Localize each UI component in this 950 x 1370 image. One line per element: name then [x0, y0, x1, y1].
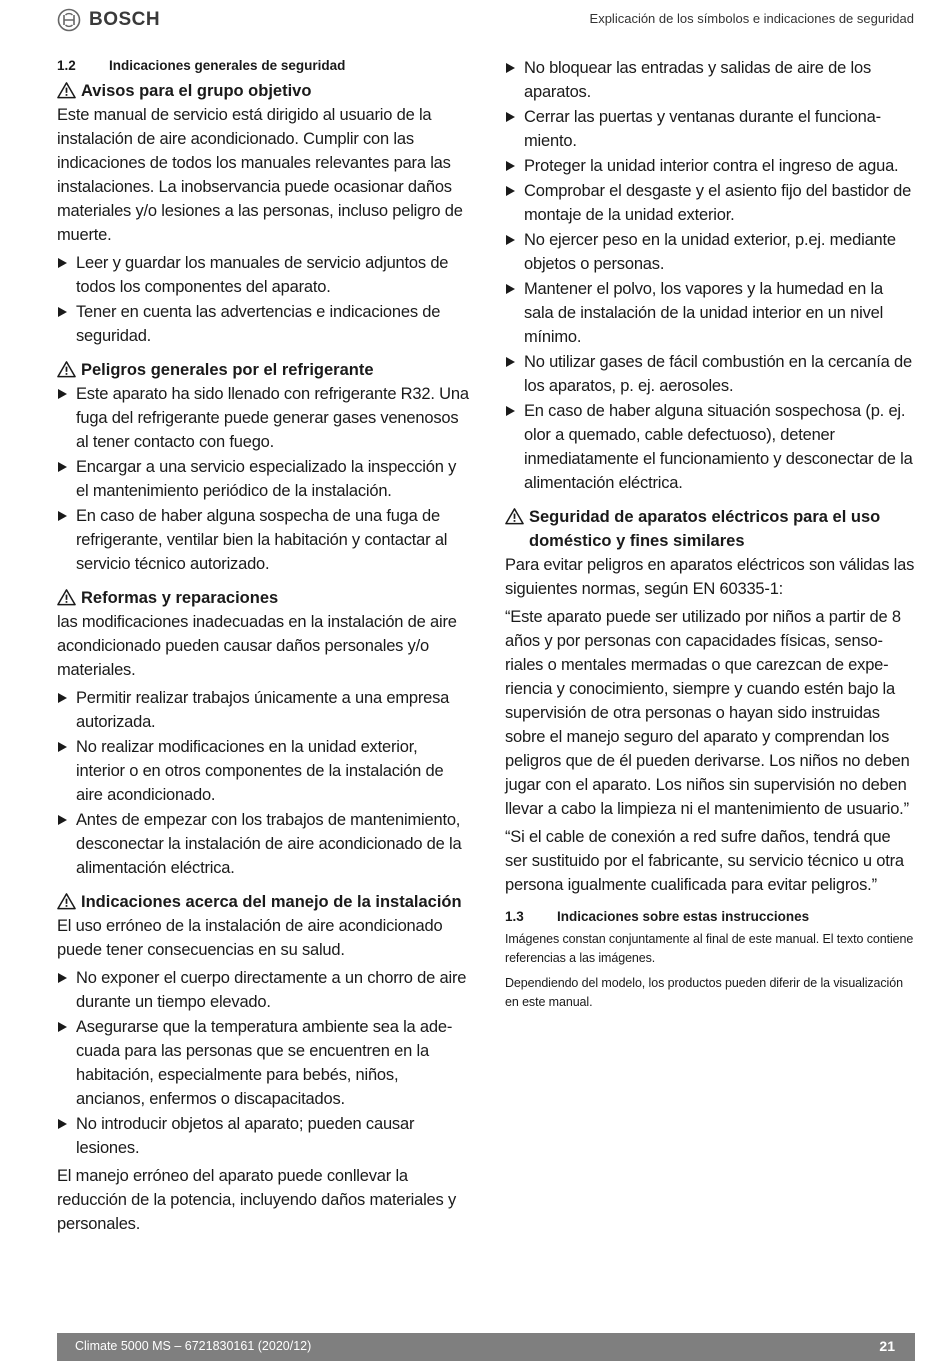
- list-item: Leer y guardar los manuales de servicio adjuntos de todos los componentes del aparato.: [57, 251, 469, 299]
- list-item: No exponer el cuerpo directamente a un chorro de aire durante un tiempo elevado.: [57, 966, 469, 1014]
- list-item: Proteger la unidad interior contra el ingreso de agua.: [505, 154, 915, 178]
- bullet-arrow-icon: [506, 284, 515, 294]
- bullet-list: [57, 382, 469, 576]
- bullet-arrow-icon: [58, 815, 67, 825]
- warning-triangle-icon: [505, 507, 529, 527]
- bullet-arrow-icon: [58, 511, 67, 521]
- bullet-list: [57, 686, 469, 880]
- subsection-title: Indicaciones acerca del manejo de la instalación: [81, 893, 462, 911]
- section-number: 1.2: [57, 58, 76, 73]
- bullet-arrow-icon: [58, 462, 67, 472]
- list-item: Asegurarse que la temperatura ambiente sea la adecuada para las personas que se encuentren en la habitación, especialmente para bebés, niños, ancianos, enfermos o discapacitados.: [57, 1015, 469, 1111]
- subsection-title: Peligros generales por el refrigerante: [81, 361, 374, 379]
- warning-triangle-icon: [57, 892, 81, 912]
- bullet-arrow-icon: [506, 235, 515, 245]
- bullet-arrow-icon: [58, 1022, 67, 1032]
- subsection-heading: [57, 586, 469, 610]
- paragraph: El manejo erróneo del aparato puede conllevar la reducción de la potencia, incluyendo daños materiales y personales.: [57, 1167, 457, 1233]
- bullet-arrow-icon: [506, 63, 515, 73]
- paragraph: Imágenes constan conjuntamente al final de este manual. El texto contiene referencias a las imágenes.: [505, 932, 914, 965]
- bullet-list: [57, 251, 469, 348]
- list-item: Encargar a una servicio especializado la inspección y el mantenimiento periódico de la instalación.: [57, 455, 469, 503]
- list-item: En caso de haber alguna sospecha de una fuga de refrigerante, ventilar bien la habitación y contactar al servicio técnico autorizado.: [57, 504, 469, 576]
- bullet-arrow-icon: [58, 307, 67, 317]
- section-number: 1.3: [505, 909, 524, 924]
- list-item: No introducir objetos al aparato; pueden causar lesiones.: [57, 1112, 469, 1160]
- bullet-arrow-icon: [506, 357, 515, 367]
- subsection-heading: [505, 505, 915, 553]
- bullet-arrow-icon: [58, 973, 67, 983]
- bullet-arrow-icon: [58, 389, 67, 399]
- bullet-arrow-icon: [58, 1119, 67, 1129]
- bullet-arrow-icon: [506, 186, 515, 196]
- running-header: Explicación de los símbolos e indicaciones de seguridad: [589, 11, 914, 26]
- list-item: Tener en cuenta las advertencias e indicaciones de seguridad.: [57, 300, 469, 348]
- subsection-title: Reformas y reparaciones: [81, 589, 279, 607]
- bullet-arrow-icon: [58, 693, 67, 703]
- quote-paragraph: “Este aparato puede ser utilizado por niños a partir de 8 años y por personas con capacidades físicas, sensoriales o mentales mermadas o que carezcan de experiencia y conocimiento, siempre y cuando estén bajo la supervisión de otra personas o hayan sido instruidas sobre el manejo seguro del aparato y comprendan los peligros que de él pueden derivarse. Los niños no deben jugar con el aparato. Los niños sin supervisión no deben llevar a cabo la limpieza ni el mantenimiento de usuario.”: [505, 608, 910, 818]
- footer-document-id: Climate 5000 MS – 6721830161 (2020/12): [75, 1339, 312, 1353]
- list-item: Este aparato ha sido llenado con refrigerante R32. Una fuga del refrigerante puede generar gases venenosos al tener contacto con fuego.: [57, 382, 469, 454]
- warning-triangle-icon: [57, 588, 81, 608]
- quote-paragraph: “Si el cable de conexión a red sufre daños, tendrá que ser sustituido por el fabricante, su servicio técnico u otra persona igualmente cualificada para evitar peligros.”: [505, 828, 904, 894]
- bullet-arrow-icon: [58, 258, 67, 268]
- section-heading: [505, 909, 915, 924]
- bullet-arrow-icon: [506, 112, 515, 122]
- paragraph: Para evitar peligros en aparatos eléctricos son válidas las siguientes normas, según EN 60335-1:: [505, 556, 915, 598]
- list-item: Permitir realizar trabajos únicamente a una empresa autorizada.: [57, 686, 469, 734]
- list-item: Mantener el polvo, los vapores y la humedad en la sala de instalación de la unidad interior en un nivel mínimo.: [505, 277, 915, 349]
- bullet-list: [57, 966, 469, 1160]
- footer-bar: [57, 1333, 915, 1361]
- list-item: No ejercer peso en la unidad exterior, p.ej. mediante objetos o personas.: [505, 228, 915, 276]
- section-heading: [57, 58, 469, 73]
- subsection-title: Avisos para el grupo objetivo: [81, 82, 312, 100]
- paragraph: El uso erróneo de la instalación de aire acondicionado puede tener consecuencias en su salud.: [57, 917, 443, 959]
- list-item: Comprobar el desgaste y el asiento fijo del bastidor de montaje de la unidad exterior.: [505, 179, 915, 227]
- right-column: [505, 56, 915, 1018]
- page-number: 21: [879, 1338, 895, 1354]
- left-column: [57, 56, 469, 1240]
- paragraph: las modificaciones inadecuadas en la instalación de aire acondicionado pueden causar daños personales y/o materiales.: [57, 613, 457, 679]
- list-item: No utilizar gases de fácil combustión en la cercanía de los aparatos, p. ej. aerosoles.: [505, 350, 915, 398]
- paragraph: Este manual de servicio está dirigido al usuario de la instalación de aire acondicionado. Cumplir con las indicaciones de todos los manuales relevantes para las instalaciones. La inobservancia puede ocasionar daños materiales y/o lesiones a las personas, incluso peligro de muerte.: [57, 106, 463, 244]
- brand-name: BOSCH: [89, 9, 161, 30]
- warning-triangle-icon: [57, 360, 81, 380]
- list-item: No realizar modificaciones en la unidad exterior, interior o en otros componentes de la instalación de aire acondicionado.: [57, 735, 469, 807]
- subsection-title: Seguridad de aparatos eléctricos para el uso doméstico y fines similares: [529, 508, 881, 550]
- bosch-armature-icon: [57, 8, 81, 32]
- paragraph: Dependiendo del modelo, los productos pueden diferir de la visualización en este manual.: [505, 976, 903, 1009]
- warning-triangle-icon: [57, 81, 81, 101]
- list-item: Antes de empezar con los trabajos de mantenimiento, desconectar la instalación de aire acondicionado de la alimentación eléctrica.: [57, 808, 469, 880]
- bullet-arrow-icon: [506, 406, 515, 416]
- bullet-arrow-icon: [506, 161, 515, 171]
- subsection-heading: [57, 890, 469, 914]
- section-title: Indicaciones generales de seguridad: [109, 58, 346, 73]
- section-title: Indicaciones sobre estas instrucciones: [557, 909, 810, 924]
- subsection-heading: [57, 79, 469, 103]
- bullet-list: [505, 56, 915, 495]
- subsection-heading: [57, 358, 469, 382]
- list-item: No bloquear las entradas y salidas de aire de los aparatos.: [505, 56, 915, 104]
- list-item: En caso de haber alguna situación sospechosa (p. ej. olor a quemado, cable defectuoso), detener inmediatamente el funcionamiento y desconectar de la alimentación eléctrica.: [505, 399, 915, 495]
- brand-logo: [57, 8, 160, 32]
- list-item: Cerrar las puertas y ventanas durante el funcionamiento.: [505, 105, 915, 153]
- bullet-arrow-icon: [58, 742, 67, 752]
